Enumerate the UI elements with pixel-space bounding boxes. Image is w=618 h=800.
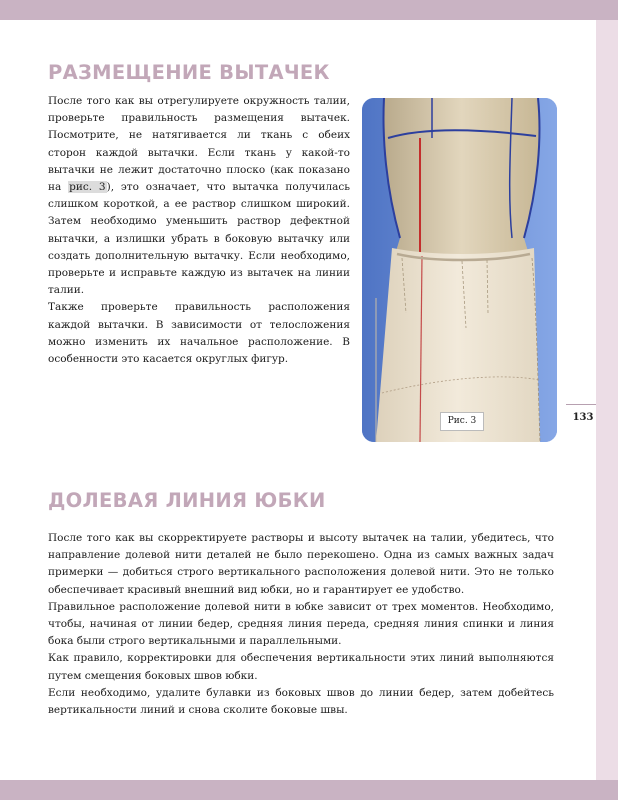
bottom-decor-bar (0, 780, 618, 800)
top-decor-bar (0, 0, 618, 20)
darts-paragraph-2: Также проверьте правильность расположения каждой вытачки. В зависимости от телосложения можно изменить их начальное расположение. В особенности это касается округлых фигур. (48, 301, 350, 366)
section-heading-darts: РАЗМЕЩЕНИЕ ВЫТАЧЕК (48, 61, 330, 84)
darts-paragraph-1 (48, 93, 350, 299)
figure-caption: Рис. 3 (440, 412, 484, 431)
darts-text-part-2: ), это означает, что вытачка получилась слишком короткой, а ее раствор слишком широкий. Затем необходимо уменьшить раствор дефектной вытачки, а излишки убрать в боковую вытачку или создать дополнительную вытачку. Если необходимо, проверьте и исправьте каждую из вытачек на линии талии. (48, 181, 350, 297)
grainline-paragraph-1: После того как вы скорректируете растворы и высоту вытачек на талии, убедитесь, что направление долевой нити деталей не было перекошено. Одна из самых важных задач примерки — добиться строго вертикального расположения долевой нити. Это не только обеспечивает красивый внешний вид юбки, но и гарантирует ее удобство. (48, 532, 554, 596)
dress-form-illustration (362, 98, 557, 442)
page-number-rule (566, 404, 596, 405)
page-number: 133 (572, 412, 594, 423)
figure-photo-dress-form (362, 98, 557, 442)
side-decor-bar (596, 20, 618, 780)
section-grainline-text (48, 530, 554, 719)
figure-reference: рис. 3 (69, 181, 106, 194)
grainline-paragraph-4: Если необходимо, удалите булавки из боковых швов до линии бедер, затем добейтесь вертикальности линий и снова сколите боковые швы. (48, 686, 554, 717)
section-darts-text (48, 93, 350, 368)
grainline-paragraph-2: Правильное расположение долевой нити в юбке зависит от трех моментов. Необходимо, чтобы, начиная от линии бедер, средняя линия переда, средняя линия спинки и линия бока были строго вертикальными и параллельными. (48, 600, 554, 648)
section-heading-grainline: ДОЛЕВАЯ ЛИНИЯ ЮБКИ (48, 489, 326, 512)
grainline-paragraph-3: Как правило, корректировки для обеспечения вертикальности этих линий выполняются путем смещения боковых швов юбки. (48, 652, 554, 682)
darts-text-part-1: После того как вы отрегулируете окружность талии, проверьте правильность размещения вытачек. Посмотрите, не натягивается ли ткань с обеих сторон каждой вытачки. Если ткань у какой-то вытачки не лежит достаточно плоско (как показано на (48, 95, 350, 194)
